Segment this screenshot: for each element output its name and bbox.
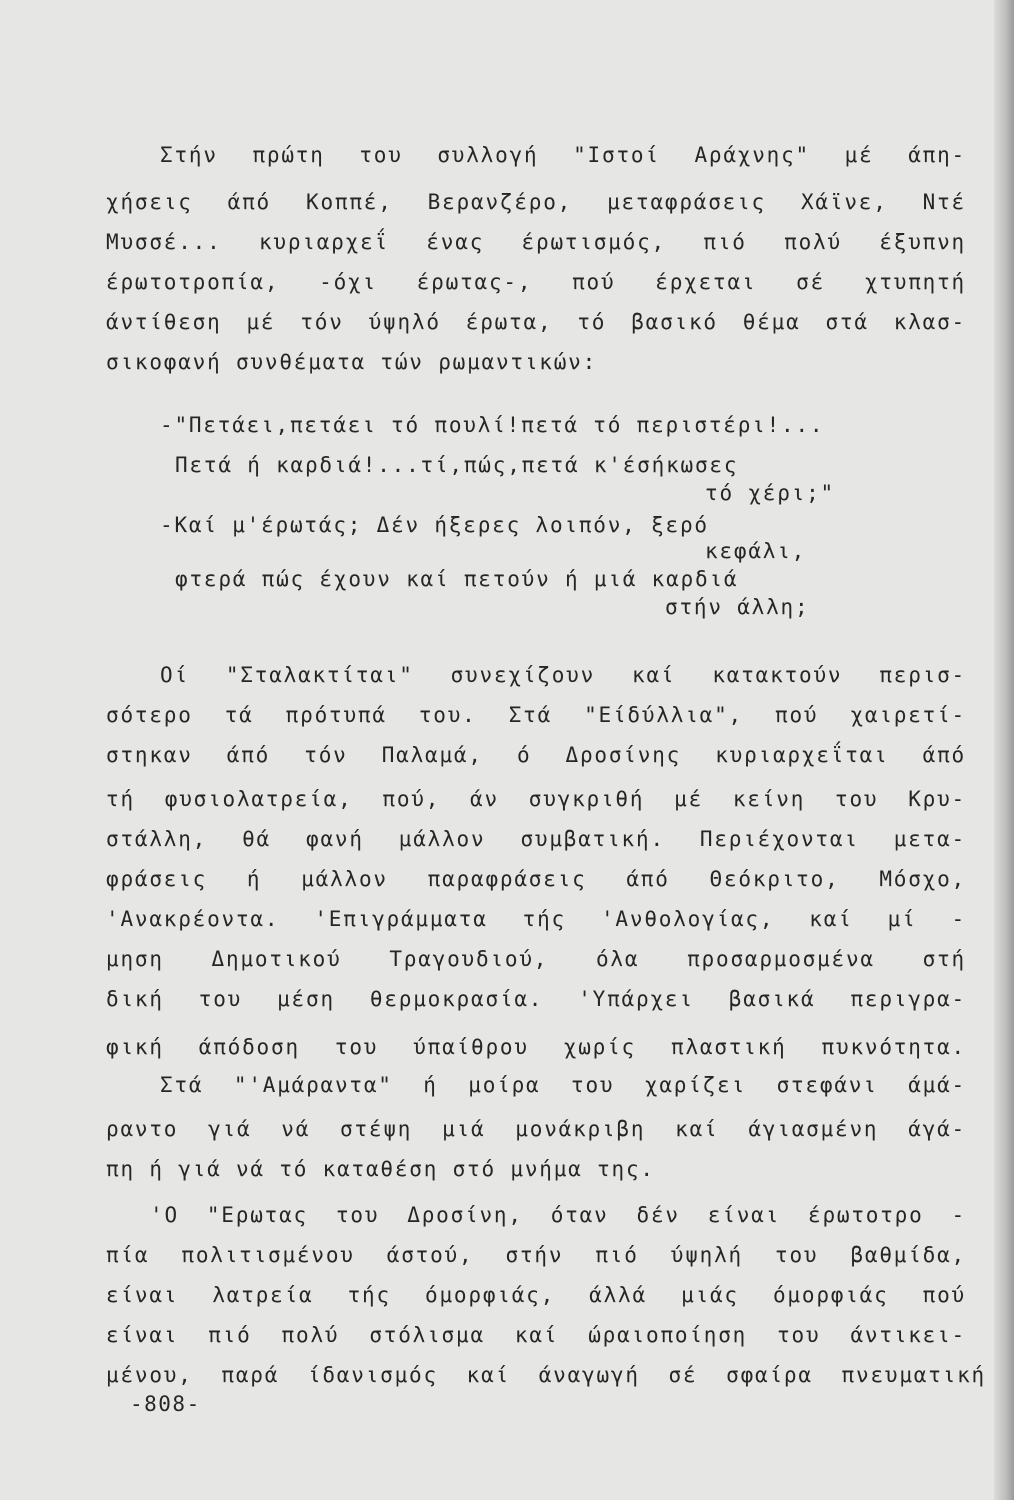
poem-line: -"Πετάει,πετάει τό πουλί!πετά τό περιστέρι!...: [160, 413, 825, 437]
paragraph1-line: σικοφανή συνθέματα τών ρωμαντικών:: [106, 350, 598, 374]
paragraph4-line: είναι πιό πολύ στόλισμα καί ώραιοποίηση του άντικει-: [106, 1323, 966, 1347]
paragraph1-line: Μυσσέ... κυριαρχεΐ ένας έρωτισμός, πιό πολύ έξυπνη: [106, 230, 966, 254]
paragraph1-line: έρωτοτροπία, -όχι έρωτας-, πού έρχεται σέ χτυπητή: [106, 270, 966, 294]
poem-line: κεφάλι,: [705, 539, 807, 563]
poem-line: στήν άλλη;: [665, 595, 810, 619]
paragraph2-line: τή φυσιολατρεία, πού, άν συγκριθή μέ κείνη του Κρυ-: [106, 787, 966, 811]
paragraph4-line: 'Ο "Ερωτας του Δροσίνη, όταν δέν είναι έρωτοτρο -: [150, 1203, 966, 1227]
poem-line: Πετά ή καρδιά!...τί,πώς,πετά κ'έσήκωσες: [175, 453, 739, 477]
paragraph4-line: είναι λατρεία τής όμορφιάς, άλλά μιάς όμορφιάς πού: [106, 1283, 966, 1307]
paragraph2-line: στάλλη, θά φανή μάλλον συμβατική. Περιέχονται μετα-: [106, 827, 966, 851]
poem-line: φτερά πώς έχουν καί πετούν ή μιά καρδιά: [175, 567, 739, 591]
paragraph3-line: ραντο γιά νά στέψη μιά μονάκριβη καί άγιασμένη άγά-: [106, 1117, 966, 1141]
paragraph4-line: πία πολιτισμένου άστού, στήν πιό ύψηλή του βαθμίδα,: [106, 1243, 966, 1267]
paragraph2-line: Οί "Σταλακτίται" συνεχίζουν καί κατακτούν περισ-: [160, 663, 966, 687]
page-edge-shadow: [994, 0, 1014, 1500]
paragraph1-line: Στήν πρώτη του συλλογή "Ιστοί Αράχνης" μέ άπη-: [160, 143, 966, 167]
poem-line: τό χέρι;": [705, 481, 835, 505]
poem-line: -Καί μ'έρωτάς; Δέν ήξερες λοιπόν, ξερό: [160, 513, 709, 537]
page-number: -808-: [130, 1392, 201, 1416]
paragraph4-line: μένου, παρά ίδανισμός καί άναγωγή σέ σφαίρα πνευματική: [106, 1363, 986, 1387]
paragraph2-line: μηση Δημοτικού Τραγουδιού, όλα προσαρμοσμένα στή: [106, 947, 966, 971]
paragraph2-line: φράσεις ή μάλλον παραφράσεις άπό Θεόκριτο, Μόσχο,: [106, 867, 966, 891]
paragraph3-line: πη ή γιά νά τό καταθέση στό μνήμα της.: [106, 1157, 655, 1181]
paragraph2-line: 'Ανακρέοντα. 'Επιγράμματα τής 'Ανθολογίας, καί μί -: [106, 907, 966, 931]
paragraph3-line: Στά "'Αμάραντα" ή μοίρα του χαρίζει στεφάνι άμά-: [160, 1073, 966, 1097]
paragraph1-line: άντίθεση μέ τόν ύψηλό έρωτα, τό βασικό θέμα στά κλασ-: [106, 310, 966, 334]
paragraph2-line: σότερο τά πρότυπά του. Στά "Είδύλλια", πού χαιρετί-: [106, 703, 966, 727]
paragraph1-line: χήσεις άπό Κοππέ, Βερανζέρο, μεταφράσεις Χάϊνε, Ντέ: [106, 190, 966, 214]
paragraph2-line: δική του μέση θερμοκρασία. 'Υπάρχει βασικά περιγρα-: [106, 987, 966, 1011]
paragraph2-line: στηκαν άπό τόν Παλαμά, ό Δροσίνης κυριαρχεΐται άπό: [106, 743, 966, 767]
paragraph2-line: φική άπόδοση του ύπαίθρου χωρίς πλαστική πυκνότητα.: [106, 1035, 966, 1059]
